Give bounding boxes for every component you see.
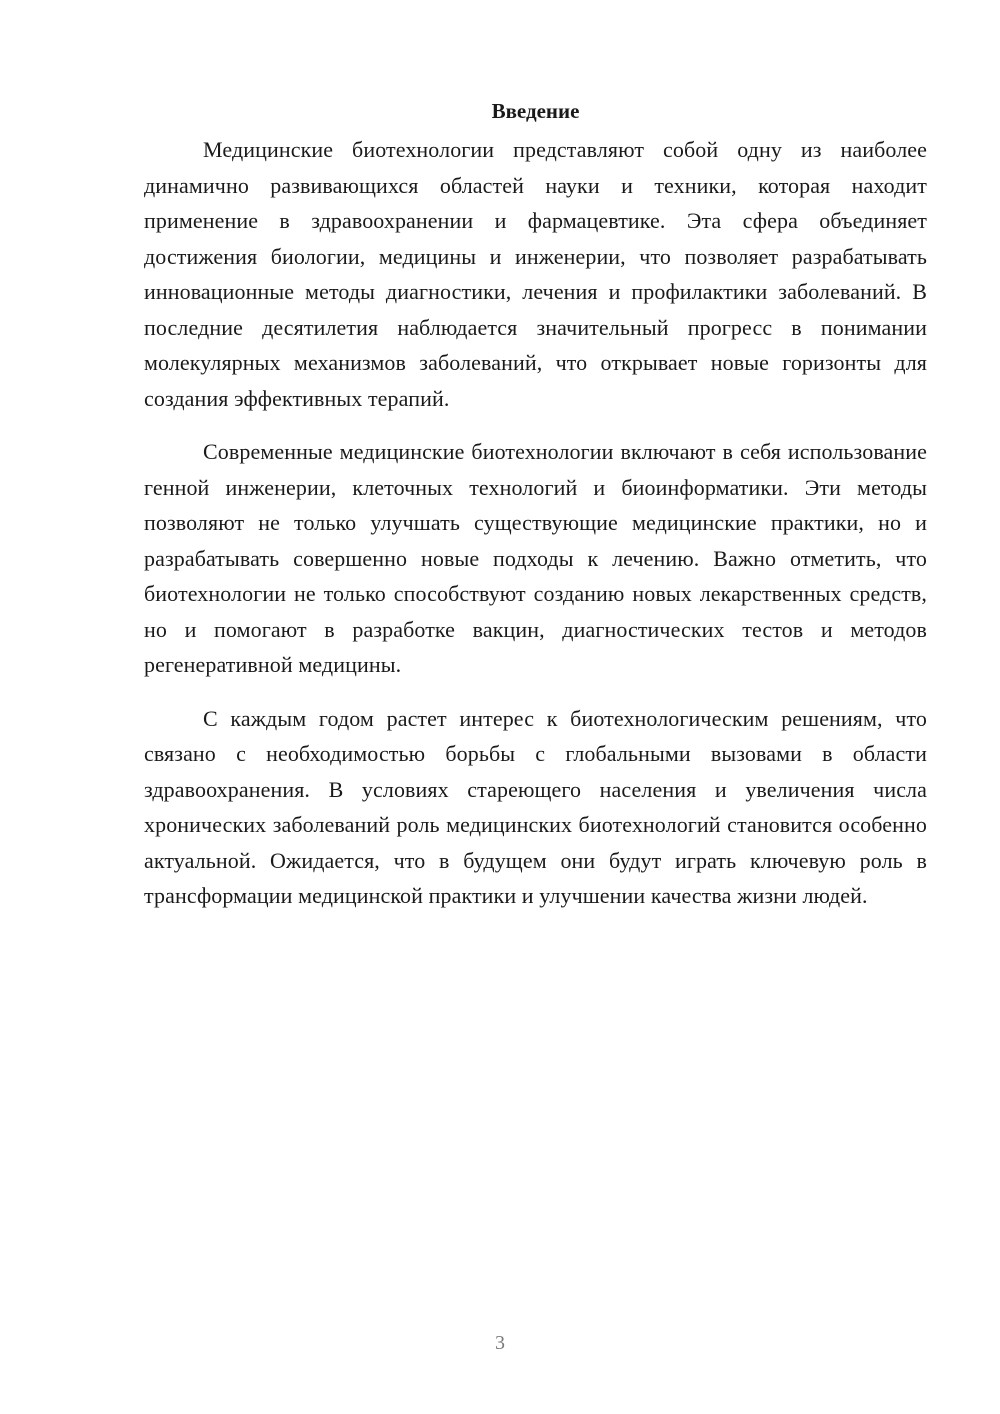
- page-number: 3: [495, 1332, 505, 1354]
- document-body: [144, 96, 927, 932]
- paragraph-2: Современные медицинские биотехнологии включают в себя использование генной инженерии, клеточных технологий и биоинформатики. Эти методы позволяют не только улучшать существующие медицинские практики, но и разрабатывать совершенно новые подходы к лечению. Важно отметить, что биотехнологии не только способствуют созданию новых лекарственных средств, но и помогают в разработке вакцин, диагностических тестов и методов регенеративной медицины.: [144, 439, 927, 677]
- paragraph-1: Медицинские биотехнологии представляют собой одну из наиболее динамично развивающихся областей науки и техники, которая находит применение в здравоохранении и фармацевтике. Эта сфера объединяет достижения биологии, медицины и инженерии, что позволяет разрабатывать инновационные методы диагностики, лечения и профилактики заболеваний. В последние десятилетия наблюдается значительный прогресс в понимании молекулярных механизмов заболеваний, что открывает новые горизонты для создания эффективных терапий.: [144, 137, 927, 411]
- section-heading: Введение: [491, 99, 580, 123]
- paragraph-3: С каждым годом растет интерес к биотехнологическим решениям, что связано с необходимостью борьбы с глобальными вызовами в области здравоохранения. В условиях стареющего населения и увеличения числа хронических заболеваний роль медицинских биотехнологий становится особенно актуальной. Ожидается, что в будущем они будут играть ключевую роль в трансформации медицинской практики и улучшении качества жизни людей.: [144, 705, 927, 908]
